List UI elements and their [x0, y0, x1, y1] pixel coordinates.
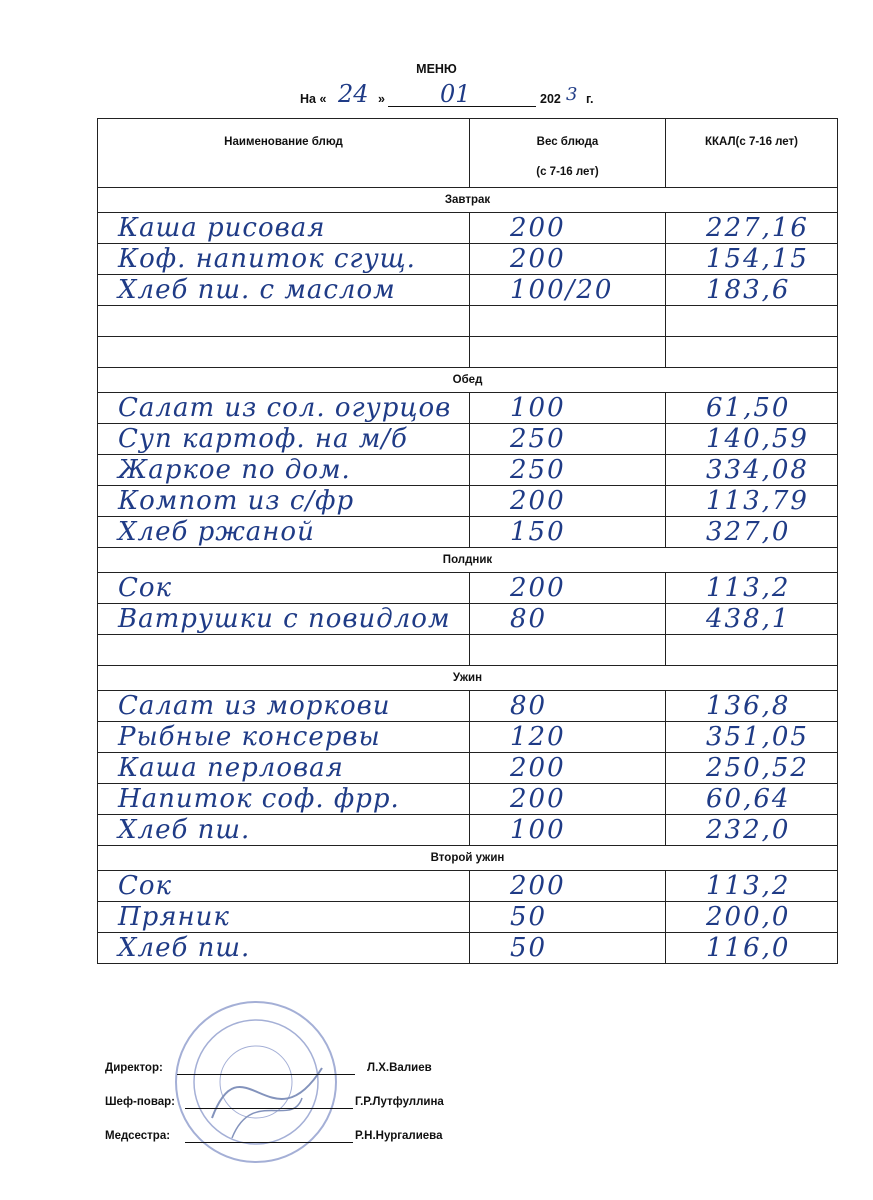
- dish-weight: 200: [470, 486, 666, 517]
- table-row: [98, 275, 838, 306]
- menu-title: МЕНЮ: [416, 62, 457, 76]
- table-row: [98, 753, 838, 784]
- dish-name: Каша рисовая: [98, 213, 470, 244]
- date-underline: [388, 106, 536, 107]
- dish-name: Коф. напиток сгущ.: [98, 244, 470, 275]
- dish-kcal: 200,0: [666, 902, 838, 933]
- dish-weight: 150: [470, 517, 666, 548]
- table-row: [98, 902, 838, 933]
- signature-director: [105, 1062, 805, 1096]
- date-month: 01: [440, 80, 471, 108]
- dish-weight: 100: [470, 393, 666, 424]
- menu-table: [97, 118, 838, 964]
- dish-weight: [470, 635, 666, 666]
- dish-weight: 200: [470, 871, 666, 902]
- dish-kcal: 116,0: [666, 933, 838, 964]
- table-row: [98, 635, 838, 666]
- table-row: [98, 486, 838, 517]
- meal-section-title: Второй ужин: [98, 846, 838, 871]
- dish-kcal: 113,2: [666, 573, 838, 604]
- table-row: [98, 424, 838, 455]
- table-row: [98, 871, 838, 902]
- table-row: [98, 815, 838, 846]
- table-row: [98, 784, 838, 815]
- dish-name: Сок: [98, 573, 470, 604]
- col-weight-age: (с 7-16 лет): [536, 166, 599, 178]
- dish-weight: 200: [470, 784, 666, 815]
- dish-kcal: 61,50: [666, 393, 838, 424]
- dish-kcal: 136,8: [666, 691, 838, 722]
- dish-kcal: 140,59: [666, 424, 838, 455]
- dish-name: Пряник: [98, 902, 470, 933]
- dish-name: [98, 337, 470, 368]
- dish-kcal: 327,0: [666, 517, 838, 548]
- dish-weight: 100/20: [470, 275, 666, 306]
- signature-role: Директор:: [105, 1062, 163, 1074]
- signature-chef: [105, 1096, 805, 1130]
- dish-name: [98, 635, 470, 666]
- meal-section-header: [98, 368, 838, 393]
- dish-weight: 80: [470, 604, 666, 635]
- col-weight: [470, 119, 666, 188]
- dish-name: Ватрушки с повидлом: [98, 604, 470, 635]
- dish-weight: 200: [470, 753, 666, 784]
- dish-kcal: 154,15: [666, 244, 838, 275]
- table-row: [98, 691, 838, 722]
- dish-name: Хлеб пш.: [98, 933, 470, 964]
- signatures-block: [105, 1062, 805, 1164]
- table-row: [98, 573, 838, 604]
- menu-date-line: [300, 80, 620, 106]
- dish-kcal: [666, 306, 838, 337]
- table-row: [98, 517, 838, 548]
- dish-kcal: 334,08: [666, 455, 838, 486]
- menu-table-body: [98, 188, 838, 964]
- table-row: [98, 213, 838, 244]
- meal-section-title: Ужин: [98, 666, 838, 691]
- signature-line: [185, 1142, 353, 1143]
- signature-nurse: [105, 1130, 805, 1164]
- dish-weight: 50: [470, 933, 666, 964]
- dish-weight: [470, 337, 666, 368]
- table-row: [98, 244, 838, 275]
- table-row: [98, 604, 838, 635]
- dish-weight: 50: [470, 902, 666, 933]
- dish-kcal: 183,6: [666, 275, 838, 306]
- dish-name: Суп картоф. на м/б: [98, 424, 470, 455]
- dish-weight: [470, 306, 666, 337]
- dish-name: Напиток соф. фрр.: [98, 784, 470, 815]
- dish-name: Компот из с/фр: [98, 486, 470, 517]
- dish-name: Хлеб пш. с маслом: [98, 275, 470, 306]
- dish-name: Сок: [98, 871, 470, 902]
- dish-weight: 120: [470, 722, 666, 753]
- dish-weight: 200: [470, 213, 666, 244]
- table-row: [98, 306, 838, 337]
- meal-section-header: [98, 188, 838, 213]
- table-row: [98, 933, 838, 964]
- menu-title-block: [0, 62, 873, 76]
- dish-weight: 100: [470, 815, 666, 846]
- dish-weight: 200: [470, 573, 666, 604]
- menu-table-header: [98, 119, 838, 188]
- date-year-suffix: г.: [586, 92, 594, 106]
- meal-section-header: [98, 666, 838, 691]
- table-row: [98, 455, 838, 486]
- meal-section-title: Полдник: [98, 548, 838, 573]
- dish-kcal: 438,1: [666, 604, 838, 635]
- dish-name: Хлеб ржаной: [98, 517, 470, 548]
- dish-kcal: 227,16: [666, 213, 838, 244]
- date-year-digit: 3: [566, 84, 578, 105]
- signature-person: Л.Х.Валиев: [367, 1062, 432, 1074]
- signature-person: Р.Н.Нургалиева: [355, 1130, 443, 1142]
- dish-name: Каша перловая: [98, 753, 470, 784]
- dish-name: Салат из сол. огурцов: [98, 393, 470, 424]
- signature-role: Шеф-повар:: [105, 1096, 175, 1108]
- dish-kcal: [666, 635, 838, 666]
- dish-weight: 250: [470, 455, 666, 486]
- dish-name: [98, 306, 470, 337]
- dish-name: Салат из моркови: [98, 691, 470, 722]
- signature-role: Медсестра:: [105, 1130, 171, 1142]
- table-row: [98, 337, 838, 368]
- col-weight-label: Вес блюда: [536, 136, 599, 148]
- dish-kcal: 113,2: [666, 871, 838, 902]
- dish-kcal: 60,64: [666, 784, 838, 815]
- signature-person: Г.Р.Лутфуллина: [355, 1096, 444, 1108]
- dish-weight: 80: [470, 691, 666, 722]
- dish-kcal: 113,79: [666, 486, 838, 517]
- dish-weight: 250: [470, 424, 666, 455]
- dish-kcal: 250,52: [666, 753, 838, 784]
- dish-name: Хлеб пш.: [98, 815, 470, 846]
- date-day: 24: [338, 80, 369, 108]
- date-mid: »: [378, 92, 385, 106]
- table-row: [98, 722, 838, 753]
- date-year-prefix: 202: [540, 92, 561, 106]
- dish-kcal: 351,05: [666, 722, 838, 753]
- signature-line: [185, 1108, 353, 1109]
- date-prefix: На «: [300, 92, 327, 106]
- dish-name: Жаркое по дом.: [98, 455, 470, 486]
- table-row: [98, 393, 838, 424]
- meal-section-header: [98, 548, 838, 573]
- col-kcal: ККАЛ(с 7-16 лет): [666, 119, 838, 188]
- dish-kcal: [666, 337, 838, 368]
- signature-line: [177, 1074, 355, 1075]
- dish-name: Рыбные консервы: [98, 722, 470, 753]
- col-dish-name: Наименование блюд: [98, 119, 470, 188]
- dish-weight: 200: [470, 244, 666, 275]
- meal-section-title: Завтрак: [98, 188, 838, 213]
- meal-section-title: Обед: [98, 368, 838, 393]
- dish-kcal: 232,0: [666, 815, 838, 846]
- meal-section-header: [98, 846, 838, 871]
